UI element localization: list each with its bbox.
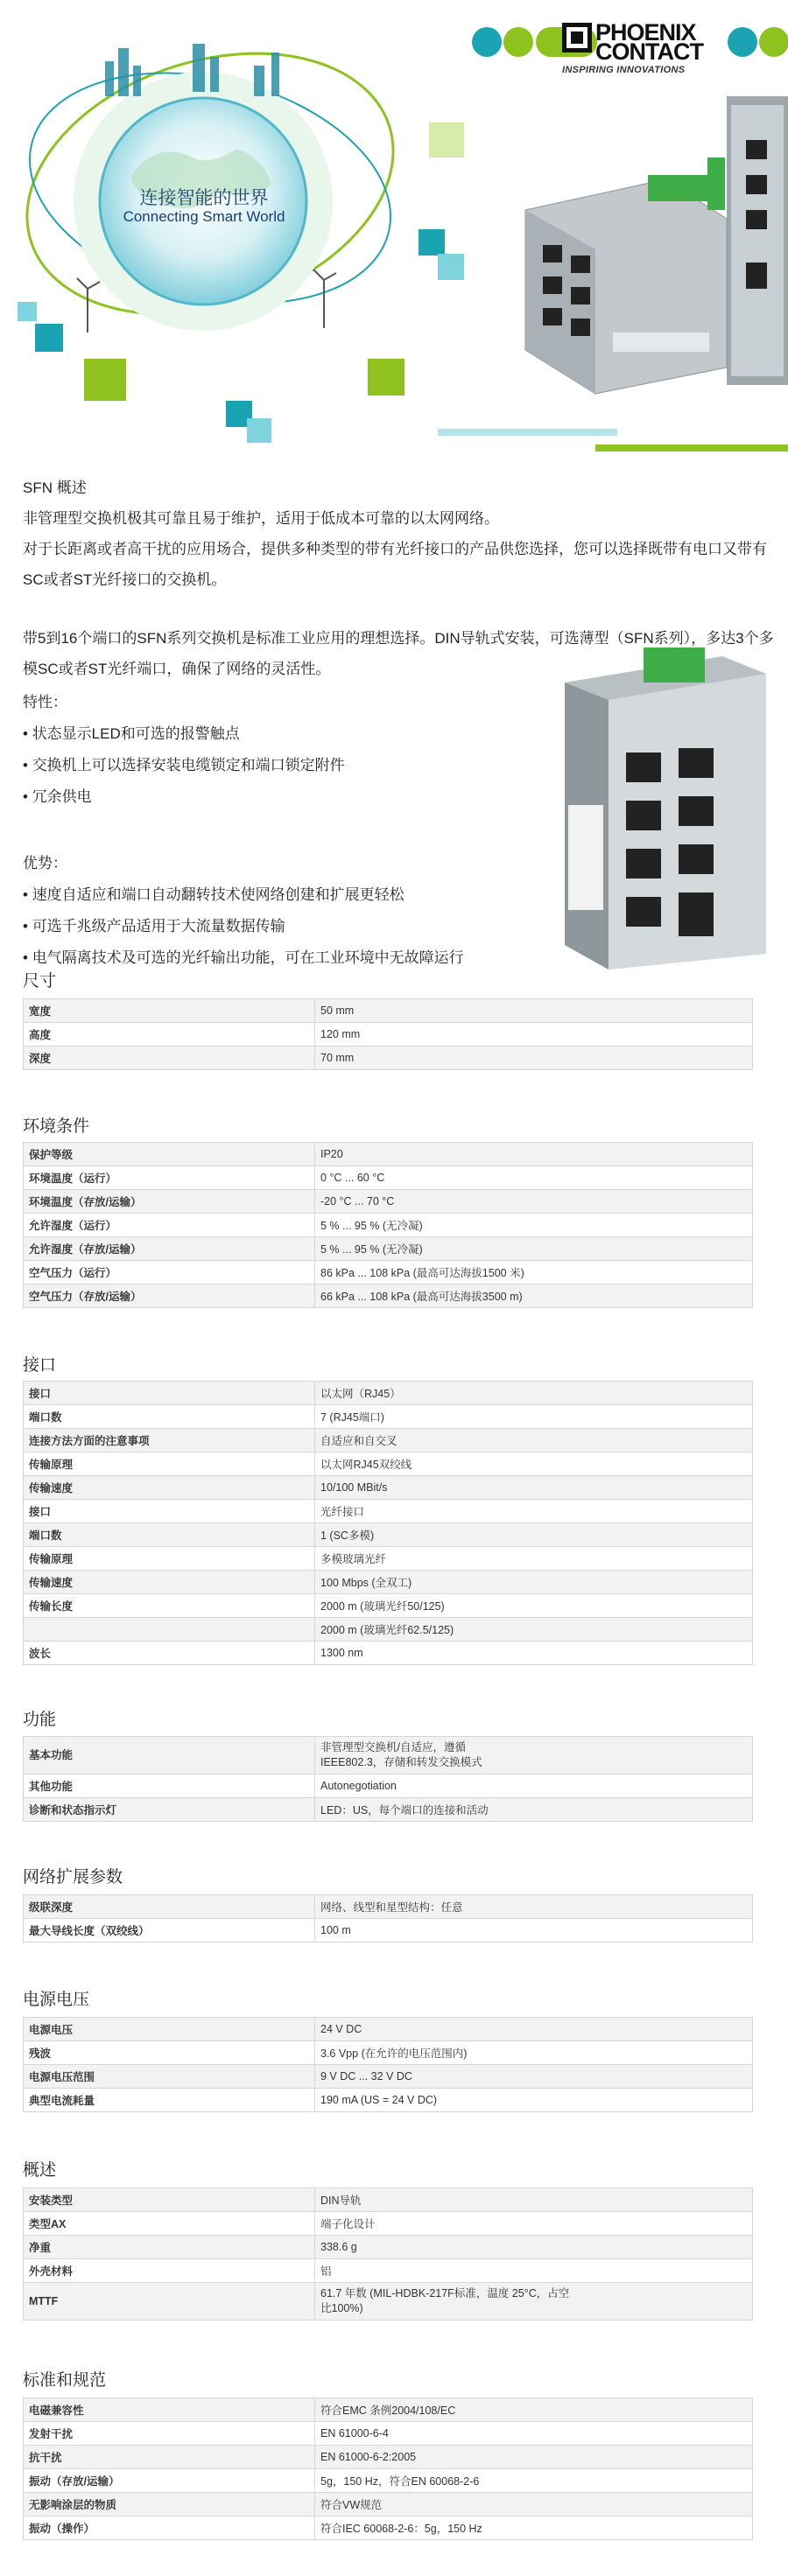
spec-key: 抗干扰 [24,2446,315,2469]
spec-key: 环境温度（运行） [24,1166,315,1190]
spec-key: 环境温度（存放/运输） [24,1190,315,1214]
table-row [24,1737,753,1774]
table-row [24,1571,753,1594]
spec-key: 类型AX [24,2212,315,2236]
spec-key: 连接方法方面的注意事项 [24,1429,315,1452]
intro-paragraph: 带5到16个端口的SFN系列交换机是标准工业应用的理想选择。DIN导轨式安装，可选薄型（SFN系列），多达3个多模SC或者ST光纤端口，确保了网络的灵活性。 [23,630,774,677]
spec-value: 5 % ... 95 % (无冷凝) [315,1237,753,1261]
table-row [24,2283,753,2320]
table-row [24,1500,753,1523]
section-title-network: 网络扩展参数 [23,1868,123,1886]
table-row [24,1476,753,1500]
spec-key: 典型电流耗量 [24,2089,315,2112]
table-row [24,1261,753,1284]
product-switch-image [525,96,788,394]
spec-key: 高度 [24,1023,315,1046]
spec-key: 允许湿度（存放/运输） [24,1237,315,1261]
spec-value: 338.6 g [315,2236,753,2259]
spec-table-overview [23,2188,753,2320]
table-row [24,1284,753,1308]
spec-value: IP20 [315,1143,753,1166]
table-row [24,2493,753,2516]
spec-value: 符合IEC 60068-2-6：5g，150 Hz [315,2516,753,2540]
advantage-item: • 电气隔离技术及可选的光纤输出功能，可在工业环境中无故障运行 [23,942,548,974]
spec-value: 50 mm [315,999,753,1023]
spec-key: 传输原理 [24,1452,315,1476]
table-row [24,1405,753,1429]
spec-value: 光纤接口 [315,1500,753,1523]
spec-value: 100 Mbps (全双工) [315,1571,753,1594]
spec-value: 100 m [315,1919,753,1942]
spec-value: 网络、线型和星型结构：任意 [315,1895,753,1919]
section-title-environment: 环境条件 [23,1117,90,1136]
spec-table-standards [23,2398,753,2540]
spec-table-interface [23,1381,753,1665]
table-row [24,1895,753,1919]
sfn-switch-photo [547,648,775,971]
spec-key: 其他功能 [24,1774,315,1798]
spec-value: 9 V DC ... 32 V DC [315,2065,753,2089]
table-row [24,1547,753,1571]
spec-value: 2000 m (玻璃光纤62.5/125) [315,1618,753,1642]
table-row [24,1214,753,1237]
spec-value: 7 (RJ45端口) [315,1405,753,1429]
spec-key: MTTF [24,2283,315,2320]
spec-key: 端口数 [24,1405,315,1429]
spec-value: 2000 m (玻璃光纤50/125) [315,1594,753,1618]
section-title-interface: 接口 [23,1356,57,1375]
table-row [24,999,753,1023]
features-list [23,687,548,974]
spec-key: 残波 [24,2041,315,2065]
spec-value: EN 61000-6-2:2005 [315,2446,753,2469]
feature-item: • 交换机上可以选择安装电缆锁定和端口锁定附件 [23,750,548,781]
spec-value: 符合EMC 条例2004/108/EC [315,2398,753,2422]
spec-value: 70 mm [315,1046,753,1070]
spec-key: 接口 [24,1500,315,1523]
spec-value: 190 mA (US = 24 V DC) [315,2089,753,2112]
spec-value: 以太网RJ45双绞线 [315,1452,753,1476]
spec-key: 振动（操作） [24,2516,315,2540]
table-row [24,2398,753,2422]
spec-key: 波长 [24,1642,315,1665]
spec-value: EN 61000-6-4 [315,2422,753,2446]
section-title-dimensions: 尺寸 [23,972,57,990]
section-title-standards: 标准和规范 [23,2371,107,2390]
spec-value: DIN导轨 [315,2188,753,2212]
table-row [24,2422,753,2446]
phoenix-logo-icon [562,23,592,52]
table-row [24,1919,753,1942]
table-row [24,1452,753,1476]
spec-value: 符合VW规范 [315,2493,753,2516]
spec-key: 端口数 [24,1523,315,1547]
spec-key: 传输长度 [24,1594,315,1618]
spec-key: 振动（存放/运输） [24,2469,315,2493]
feature-item: • 冗余供电 [23,781,548,813]
table-row [24,2236,753,2259]
spec-table-power [23,2017,753,2112]
spec-value: 以太网（RJ45） [315,1382,753,1405]
intro-title: SFN 概述 [23,480,87,496]
spec-value: 5 % ... 95 % (无冷凝) [315,1214,753,1237]
hero-banner [0,0,788,455]
spec-value: 120 mm [315,1023,753,1046]
spec-key: 允许湿度（运行） [24,1214,315,1237]
spec-value: 1 (SC多模) [315,1523,753,1547]
advantage-item: • 速度自适应和端口自动翻转技术使网络创建和扩展更轻松 [23,879,548,911]
table-row [24,2212,753,2236]
spec-key: 电源电压 [24,2018,315,2041]
spec-value: LED：US，每个端口的连接和活动 [315,1798,753,1822]
spec-value: 1300 nm [315,1642,753,1665]
spec-key: 传输速度 [24,1476,315,1500]
spec-value: Autonegotiation [315,1774,753,1798]
phoenix-contact-logo [562,19,763,75]
spec-key: 深度 [24,1046,315,1070]
table-row [24,1618,753,1642]
intro-paragraph: 对于长距离或者高干扰的应用场合，提供多种类型的带有光纤接口的产品供您选择，您可以选择既带有电口又带有SC或者ST光纤接口的交换机。 [23,541,767,588]
spec-value: 铝 [315,2259,753,2283]
table-row [24,1774,753,1798]
spec-key: 净重 [24,2236,315,2259]
globe-title: 连接智能的世界 [139,188,269,208]
table-row [24,1166,753,1190]
spec-table-network [23,1894,753,1942]
table-row [24,2516,753,2540]
table-row [24,1523,753,1547]
table-row [24,2446,753,2469]
features-title: 特性： [23,694,67,710]
spec-key: 接口 [24,1382,315,1405]
table-row [24,1143,753,1166]
table-row [24,2188,753,2212]
intro-paragraph: 非管理型交换机极其可靠且易于维护，适用于低成本可靠的以太网网络。 [23,510,499,527]
spec-table-environment [23,1142,753,1308]
table-row [24,1046,753,1070]
brand-tagline: INSPIRING INNOVATIONS [562,65,686,75]
spec-value: 5g，150 Hz，符合EN 60068-2-6 [315,2469,753,2493]
spec-value: -20 °C ... 70 °C [315,1190,753,1214]
spec-value: 非管理型交换机/自适应，遵循IEEE802.3，存储和转发交换模式 [315,1737,753,1774]
spec-key: 最大导线长度（双绞线） [24,1919,315,1942]
spec-key: 传输原理 [24,1547,315,1571]
spec-key: 外壳材料 [24,2259,315,2283]
table-row [24,2259,753,2283]
spec-key: 保护等级 [24,1143,315,1166]
spec-key: 电源电压范围 [24,2065,315,2089]
table-row [24,1382,753,1405]
spec-value: 24 V DC [315,2018,753,2041]
deco-square [84,359,126,401]
table-row [24,1798,753,1822]
globe-subtitle: Connecting Smart World [123,208,285,225]
spec-key: 无影响涂层的物质 [24,2493,315,2516]
table-row [24,1594,753,1618]
table-row [24,2469,753,2493]
spec-key [24,1618,315,1642]
spec-key: 传输速度 [24,1571,315,1594]
spec-table-dimensions [23,998,753,1070]
spec-key: 发射干扰 [24,2422,315,2446]
spec-value: 自适应和自交叉 [315,1429,753,1452]
spec-value: 86 kPa ... 108 kPa (最高可达海拔1500 米) [315,1261,753,1284]
advantage-item: • 可选千兆级产品适用于大流量数据传输 [23,911,548,942]
spec-key: 安装类型 [24,2188,315,2212]
spec-key: 电磁兼容性 [24,2398,315,2422]
brand-name: PHOENIX CONTACT [595,19,703,65]
table-row [24,1023,753,1046]
spec-key: 空气压力（存放/运输） [24,1284,315,1308]
table-row [24,2065,753,2089]
spec-table-function [23,1736,753,1822]
spec-value: 61.7 年数 (MIL-HDBK-217F标准，温度 25°C，占空比100%) [315,2283,753,2320]
table-row [24,2089,753,2112]
section-title-overview: 概述 [23,2161,57,2180]
spec-value: 66 kPa ... 108 kPa (最高可达海拔3500 m) [315,1284,753,1308]
spec-key: 空气压力（运行） [24,1261,315,1284]
spec-key: 级联深度 [24,1895,315,1919]
feature-item: • 状态显示LED和可选的报警触点 [23,718,548,750]
spec-value: 多模玻璃光纤 [315,1547,753,1571]
table-row [24,1642,753,1665]
spec-key: 基本功能 [24,1737,315,1774]
section-title-power: 电源电压 [23,1991,90,2009]
spec-value: 10/100 MBit/s [315,1476,753,1500]
advantages-title: 优势： [23,855,67,872]
spec-value: 3.6 Vpp (在允许的电压范围内) [315,2041,753,2065]
section-title-function: 功能 [23,1711,57,1729]
spec-key: 诊断和状态指示灯 [24,1798,315,1822]
table-row [24,2041,753,2065]
spec-key: 宽度 [24,999,315,1023]
spec-value: 端子化设计 [315,2212,753,2236]
table-row [24,2018,753,2041]
spec-value: 0 °C ... 60 °C [315,1166,753,1190]
table-row [24,1429,753,1452]
table-row [24,1237,753,1261]
table-row [24,1190,753,1214]
